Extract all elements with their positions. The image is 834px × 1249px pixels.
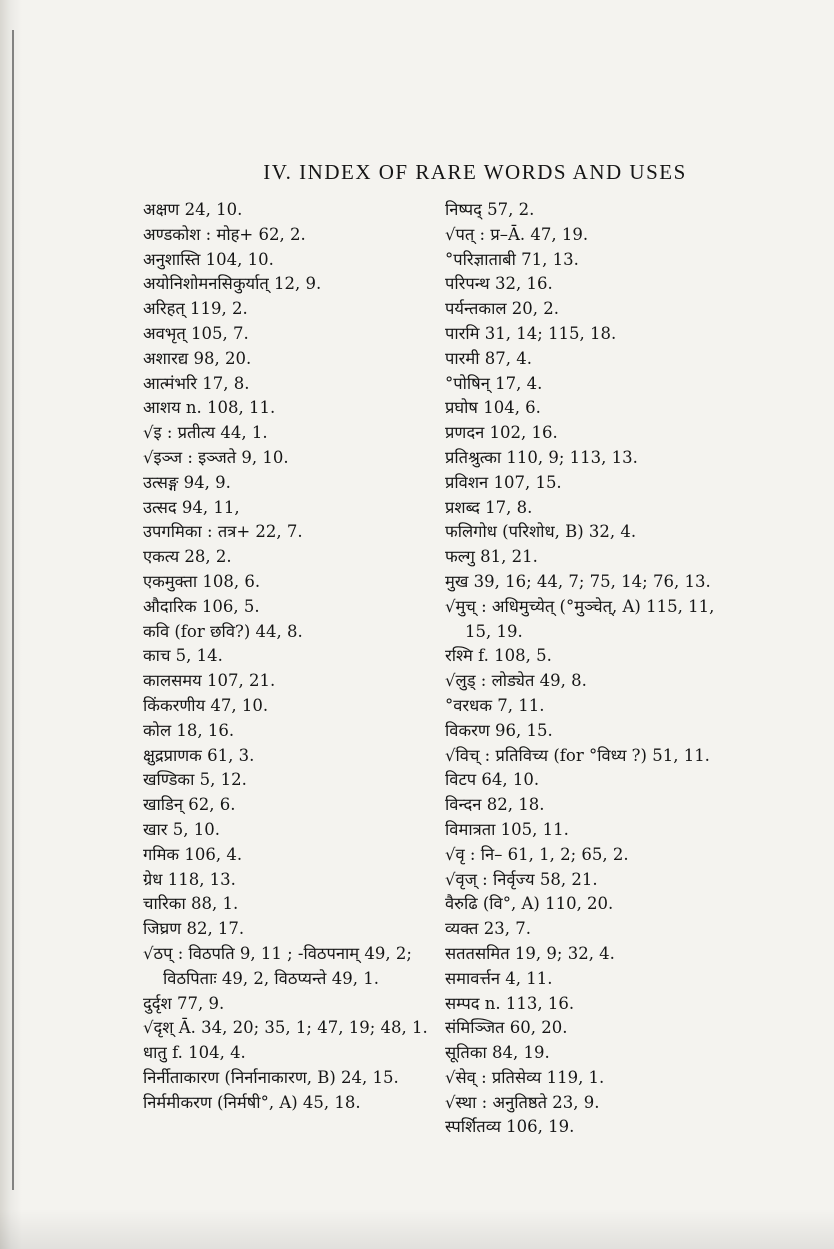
index-entry: √इञ्ज : इञ्जते 9, 10. bbox=[143, 447, 289, 467]
index-entry: प्रघोष 104, 6. bbox=[445, 398, 541, 418]
index-entry: √इ : प्रतीत्य 44, 1. bbox=[143, 423, 268, 443]
index-entry: उत्सङ्ग 94, 9. bbox=[143, 472, 231, 492]
index-entry: √ठप् : विठपति 9, 11 ; -विठपनाम् 49, 2; विठपिताः 49, 2, विठप्यन्ते 49, 1. bbox=[143, 943, 412, 988]
index-entry: व्यक्त 23, 7. bbox=[445, 919, 531, 939]
index-entry: उपगमिका : तत्र+ 22, 7. bbox=[143, 522, 303, 542]
index-entry: √पत् : प्र–Ā. 47, 19. bbox=[445, 224, 589, 244]
index-entry: निष्पद् 57, 2. bbox=[445, 200, 535, 219]
index-entry: औदारिक 106, 5. bbox=[143, 596, 260, 616]
index-entry: अनुशास्ति 104, 10. bbox=[143, 249, 274, 269]
index-entry: मुख 39, 16; 44, 7; 75, 14; 76, 13. bbox=[445, 571, 711, 591]
index-entry: प्रशब्द 17, 8. bbox=[445, 497, 533, 517]
index-entry: निर्ममीकरण (निर्मषी°, A) 45, 18. bbox=[143, 1092, 361, 1112]
index-entry: एकत्य 28, 2. bbox=[143, 547, 232, 567]
index-entry: कोल 18, 16. bbox=[143, 720, 235, 740]
index-column-left bbox=[143, 198, 433, 1115]
index-entry: उत्सद 94, 11, bbox=[143, 497, 240, 517]
index-entry: परिपन्थ 32, 16. bbox=[445, 274, 553, 294]
index-entry: निर्नीताकारण (निर्नानाकारण, B) 24, 15. bbox=[143, 1067, 399, 1087]
index-column-right bbox=[445, 198, 735, 1140]
index-entry: संमिञ्जित 60, 20. bbox=[445, 1018, 568, 1038]
index-entry: सम्पद n. 113, 16. bbox=[445, 993, 575, 1013]
index-entry: एकमुक्ता 108, 6. bbox=[143, 571, 261, 591]
index-entry: फलिगोध (परिशोध, B) 32, 4. bbox=[445, 522, 637, 542]
index-entry: आशय n. 108, 11. bbox=[143, 398, 276, 418]
index-entry: अरिहत् 119, 2. bbox=[143, 299, 248, 319]
index-entry: √लुड् : लोड्येत 49, 8. bbox=[445, 671, 587, 691]
index-entry: √स्था : अनुतिष्ठते 23, 9. bbox=[445, 1092, 600, 1112]
index-entry: खार 5, 10. bbox=[143, 819, 220, 839]
index-entry: रश्मि f. 108, 5. bbox=[445, 646, 552, 666]
index-entry: चारिका 88, 1. bbox=[143, 894, 239, 914]
index-entry: सततसमित 19, 9; 32, 4. bbox=[445, 943, 615, 963]
index-entry: किंकरणीय 47, 10. bbox=[143, 695, 269, 715]
index-entry: √विच् : प्रतिविच्य (for °विध्य ?) 51, 11. bbox=[445, 745, 710, 765]
index-entry: √वृज् : निर्वृज्य 58, 21. bbox=[445, 869, 598, 889]
index-entry: समावर्त्तन 4, 11. bbox=[445, 968, 553, 988]
index-entry: धातु f. 104, 4. bbox=[143, 1043, 246, 1063]
binding-edge bbox=[12, 30, 14, 1190]
index-entry: काच 5, 14. bbox=[143, 646, 223, 666]
index-entry: प्रविशन 107, 15. bbox=[445, 472, 562, 492]
index-entry: √दृश् Ā. 34, 20; 35, 1; 47, 19; 48, 1. bbox=[143, 1018, 428, 1038]
index-entry: √वृ : नि– 61, 1, 2; 65, 2. bbox=[445, 844, 629, 864]
index-entry: प्रतिश्रुत्का 110, 9; 113, 13. bbox=[445, 447, 638, 467]
index-entry: खण्डिका 5, 12. bbox=[143, 770, 247, 790]
index-entry: ग्रेध 118, 13. bbox=[143, 869, 236, 889]
index-entry: वैरुढि (वि°, A) 110, 20. bbox=[445, 894, 614, 914]
index-entry: °वरधक 7, 11. bbox=[445, 695, 545, 715]
index-entry: फल्गु 81, 21. bbox=[445, 547, 538, 567]
index-entry: खाडिन् 62, 6. bbox=[143, 795, 236, 815]
index-entry: अण्डकोश : मोह+ 62, 2. bbox=[143, 224, 306, 244]
index-entry: °पोषिन् 17, 4. bbox=[445, 373, 543, 393]
index-entry: आत्मंभरि 17, 8. bbox=[143, 373, 250, 393]
index-entry: कवि (for छवि?) 44, 8. bbox=[143, 621, 303, 641]
page-title: IV. INDEX OF RARE WORDS AND USES bbox=[263, 160, 687, 184]
index-entry: गमिक 106, 4. bbox=[143, 844, 243, 864]
index-entry: पारमि 31, 14; 115, 18. bbox=[445, 323, 617, 343]
index-entry: विमात्रता 105, 11. bbox=[445, 819, 569, 839]
page-bottom-shadow bbox=[0, 1209, 834, 1249]
index-entry: अशारद्य 98, 20. bbox=[143, 348, 252, 368]
index-entry: प्रणदन 102, 16. bbox=[445, 423, 558, 443]
index-entry: °परिज्ञाताबी 71, 13. bbox=[445, 249, 579, 269]
index-entry: सूतिका 84, 19. bbox=[445, 1043, 550, 1063]
index-entry: दुर्दृश 77, 9. bbox=[143, 993, 225, 1013]
index-entry: अक्षण 24, 10. bbox=[143, 200, 243, 219]
index-entry: √सेव् : प्रतिसेव्य 119, 1. bbox=[445, 1067, 605, 1087]
index-entry: अवभृत् 105, 7. bbox=[143, 323, 249, 343]
index-entry: पारमी 87, 4. bbox=[445, 348, 533, 368]
index-entry: जिघ्रण 82, 17. bbox=[143, 919, 245, 939]
index-entry: √मुच् : अधिमुच्येत् (°मुञ्चेत्, A) 115, 11, 15, 19. bbox=[445, 596, 715, 641]
index-entry: क्षुद्रप्राणक 61, 3. bbox=[143, 745, 255, 765]
index-entry: विन्दन 82, 18. bbox=[445, 795, 545, 815]
index-entry: विटप 64, 10. bbox=[445, 770, 540, 790]
index-entry: कालसमय 107, 21. bbox=[143, 671, 276, 691]
index-entry: अयोनिशोमनसिकुर्यात् 12, 9. bbox=[143, 274, 322, 294]
book-spine-shadow bbox=[0, 0, 22, 1249]
index-entry: विकरण 96, 15. bbox=[445, 720, 553, 740]
index-entry: पर्यन्तकाल 20, 2. bbox=[445, 299, 560, 319]
index-entry: स्पर्शितव्य 106, 19. bbox=[445, 1117, 575, 1137]
